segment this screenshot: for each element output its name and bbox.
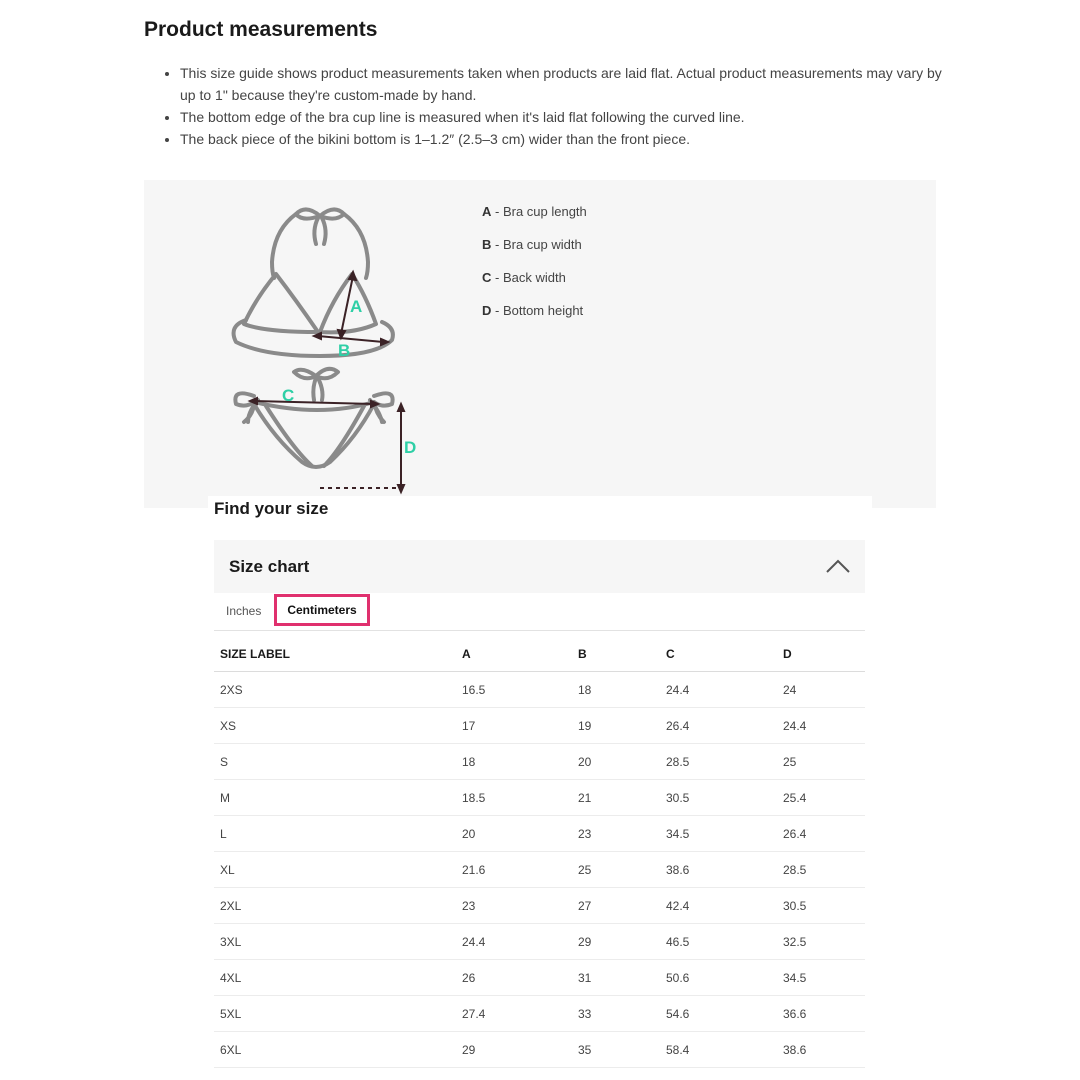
table-cell: 20 [456,816,572,852]
measurement-notes-list [162,62,960,150]
table-cell: 2XL [214,888,456,924]
column-header: B [572,636,660,672]
table-cell: 58.4 [660,1032,777,1068]
table-cell: 50.6 [660,960,777,996]
table-cell: 18 [456,744,572,780]
table-row [214,708,865,744]
table-cell: 38.6 [660,852,777,888]
table-cell: 25.4 [777,780,865,816]
table-cell: 28.5 [777,852,865,888]
table-cell: 26.4 [777,816,865,852]
table-cell: 29 [572,924,660,960]
table-cell: 19 [572,708,660,744]
table-row [214,996,865,1032]
table-cell: 42.4 [660,888,777,924]
note-item: • This size guide shows product measurements taken when products are laid flat. Actual product measurements may vary by up to 1" because they're custom-made by hand. [180,62,960,106]
table-cell: 46.5 [660,924,777,960]
table-cell: 31 [572,960,660,996]
table-cell: 38.6 [777,1032,865,1068]
table-cell: 32.5 [777,924,865,960]
column-header: SIZE LABEL [214,636,456,672]
diagram-legend [482,204,587,336]
table-cell: 28.5 [660,744,777,780]
table-cell: 34.5 [777,960,865,996]
table-cell: 2XS [214,672,456,708]
table-cell: 33 [572,996,660,1032]
legend-item-c: C - Back width [482,270,566,285]
table-cell: 30.5 [777,888,865,924]
table-cell: 3XL [214,924,456,960]
table-cell: 26 [456,960,572,996]
table-cell: 25 [777,744,865,780]
column-header: D [777,636,865,672]
marker-b: B [338,341,351,360]
table-cell: 23 [456,888,572,924]
marker-a: A [350,297,363,316]
table-row [214,852,865,888]
table-cell: 26.4 [660,708,777,744]
table-row [214,672,865,708]
legend-item-d: D - Bottom height [482,303,584,318]
table-cell: S [214,744,456,780]
table-cell: 34.5 [660,816,777,852]
table-cell: 4XL [214,960,456,996]
table-cell: 16.5 [456,672,572,708]
table-cell: M [214,780,456,816]
table-cell: 25 [572,852,660,888]
table-cell: 30.5 [660,780,777,816]
marker-d: D [404,438,417,457]
table-cell: 18.5 [456,780,572,816]
table-cell: 24.4 [777,708,865,744]
legend-item-a: A - Bra cup length [482,204,587,219]
table-cell: L [214,816,456,852]
find-size-heading: Find your size [214,499,329,518]
table-row [214,960,865,996]
table-cell: 35 [572,1032,660,1068]
accordion-label: Size chart [229,557,310,576]
page-title: Product measurements [144,18,378,41]
table-row [214,888,865,924]
legend-item-b: B - Bra cup width [482,237,582,252]
table-cell: XS [214,708,456,744]
table-cell: 20 [572,744,660,780]
bikini-diagram-illustration [224,200,424,495]
table-row [214,816,865,852]
tab-centimeters[interactable]: Centimeters [274,594,370,626]
note-item: • The bottom edge of the bra cup line is measured when it's laid flat following the curved line. [180,106,960,128]
table-cell: 36.6 [777,996,865,1032]
table-row [214,924,865,960]
table-cell: 24 [777,672,865,708]
size-chart-accordion[interactable] [214,540,865,593]
size-table [214,636,865,1068]
table-cell: 27 [572,888,660,924]
marker-c: C [282,386,295,405]
table-row [214,744,865,780]
column-header: C [660,636,777,672]
table-cell: 54.6 [660,996,777,1032]
table-cell: 29 [456,1032,572,1068]
table-row [214,1032,865,1068]
table-cell: 24.4 [660,672,777,708]
table-cell: 17 [456,708,572,744]
table-cell: 5XL [214,996,456,1032]
measurement-diagram-panel [144,180,936,508]
column-header: A [456,636,572,672]
note-item: • The back piece of the bikini bottom is 1–1.2″ (2.5–3 cm) wider than the front piece. [180,128,960,150]
table-cell: 27.4 [456,996,572,1032]
unit-tabs [214,594,865,631]
table-cell: 21.6 [456,852,572,888]
table-cell: 18 [572,672,660,708]
tab-inches[interactable]: Inches [226,604,262,618]
table-cell: 24.4 [456,924,572,960]
table-row [214,780,865,816]
table-cell: 21 [572,780,660,816]
table-cell: 6XL [214,1032,456,1068]
table-header-row [214,636,865,672]
chevron-up-icon[interactable] [825,558,851,574]
table-cell: 23 [572,816,660,852]
table-cell: XL [214,852,456,888]
